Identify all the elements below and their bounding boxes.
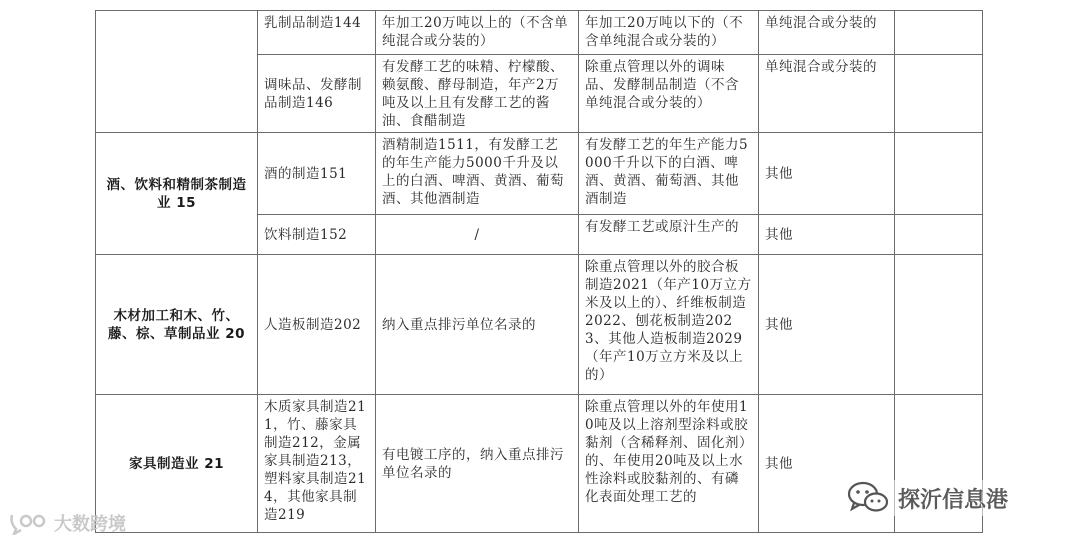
watermark-left bbox=[8, 510, 126, 536]
simplified-management-cell: 年加工20万吨以下的（不含单纯混合或分装的） bbox=[579, 11, 759, 55]
simplified-management-cell: 有发酵工艺或原汁生产的 bbox=[579, 215, 759, 255]
simplified-management-cell: 除重点管理以外的调味品、发酵制品制造（不含单纯混合或分装的） bbox=[579, 55, 759, 133]
industry-category-cell: 木材加工和木、竹、藤、棕、草制品业 20 bbox=[96, 255, 258, 395]
sub-industry-cell: 酒的制造151 bbox=[258, 133, 376, 215]
blank-cell bbox=[895, 133, 983, 215]
industry-category-cell: 家具制造业 21 bbox=[96, 395, 258, 533]
wechat-icon bbox=[846, 480, 890, 516]
key-management-cell: 酒精制造1511，有发酵工艺的年生产能力5000千升及以上的白酒、啤酒、黄酒、葡萄酒、其他酒制造 bbox=[376, 133, 579, 215]
registration-management-cell: 单纯混合或分装的 bbox=[759, 11, 895, 55]
watermark-left-text: 大数跨境 bbox=[54, 514, 126, 535]
table-row bbox=[96, 133, 983, 215]
simplified-management-cell: 除重点管理以外的胶合板制造2021（年产10万立方米及以上的）、纤维板制造2022、刨花板制造2023、其他人造板制造2029（年产10万立方米及以上的） bbox=[579, 255, 759, 395]
blank-cell bbox=[895, 11, 983, 55]
key-management-cell: 有电镀工序的，纳入重点排污单位名录的 bbox=[376, 395, 579, 533]
table-row bbox=[96, 11, 983, 55]
key-management-cell: / bbox=[376, 215, 579, 255]
registration-management-cell: 其他 bbox=[759, 133, 895, 215]
registration-management-cell: 其他 bbox=[759, 255, 895, 395]
key-management-cell: 有发酵工艺的味精、柠檬酸、赖氨酸、酵母制造，年产2万吨及以上且有发酵工艺的酱油、食醋制造 bbox=[376, 55, 579, 133]
registration-management-cell: 其他 bbox=[759, 215, 895, 255]
watermark-right bbox=[846, 480, 1008, 516]
sub-industry-cell: 木质家具制造211，竹、藤家具制造212，金属家具制造213，塑料家具制造214，其他家具制造219 bbox=[258, 395, 376, 533]
simplified-management-cell: 有发酵工艺的年生产能力5000千升以下的白酒、啤酒、黄酒、葡萄酒、其他酒制造 bbox=[579, 133, 759, 215]
sub-industry-cell: 人造板制造202 bbox=[258, 255, 376, 395]
sub-industry-cell: 饮料制造152 bbox=[258, 215, 376, 255]
speech-bubble-logo-icon bbox=[8, 511, 48, 535]
blank-cell bbox=[895, 55, 983, 133]
registration-management-cell: 其他 bbox=[759, 395, 895, 533]
sub-industry-cell: 乳制品制造144 bbox=[258, 11, 376, 55]
watermark-right-text: 探沂信息港 bbox=[898, 487, 1009, 513]
key-management-cell: 纳入重点排污单位名录的 bbox=[376, 255, 579, 395]
table-row bbox=[96, 255, 983, 395]
key-management-cell: 年加工20万吨以上的（不含单纯混合或分装的） bbox=[376, 11, 579, 55]
sub-industry-cell: 调味品、发酵制品制造146 bbox=[258, 55, 376, 133]
simplified-management-cell: 除重点管理以外的年使用10吨及以上溶剂型涂料或胶黏剂（含稀释剂、固化剂）的、年使用20吨及以上水性涂料或胶黏剂的、有磷化表面处理工艺的 bbox=[579, 395, 759, 533]
industry-category-cell: 酒、饮料和精制茶制造业 15 bbox=[96, 133, 258, 255]
registration-management-cell: 单纯混合或分装的 bbox=[759, 55, 895, 133]
blank-cell bbox=[895, 255, 983, 395]
blank-cell bbox=[895, 215, 983, 255]
pollution-permit-table bbox=[95, 10, 983, 533]
industry-category-cell bbox=[96, 11, 258, 133]
